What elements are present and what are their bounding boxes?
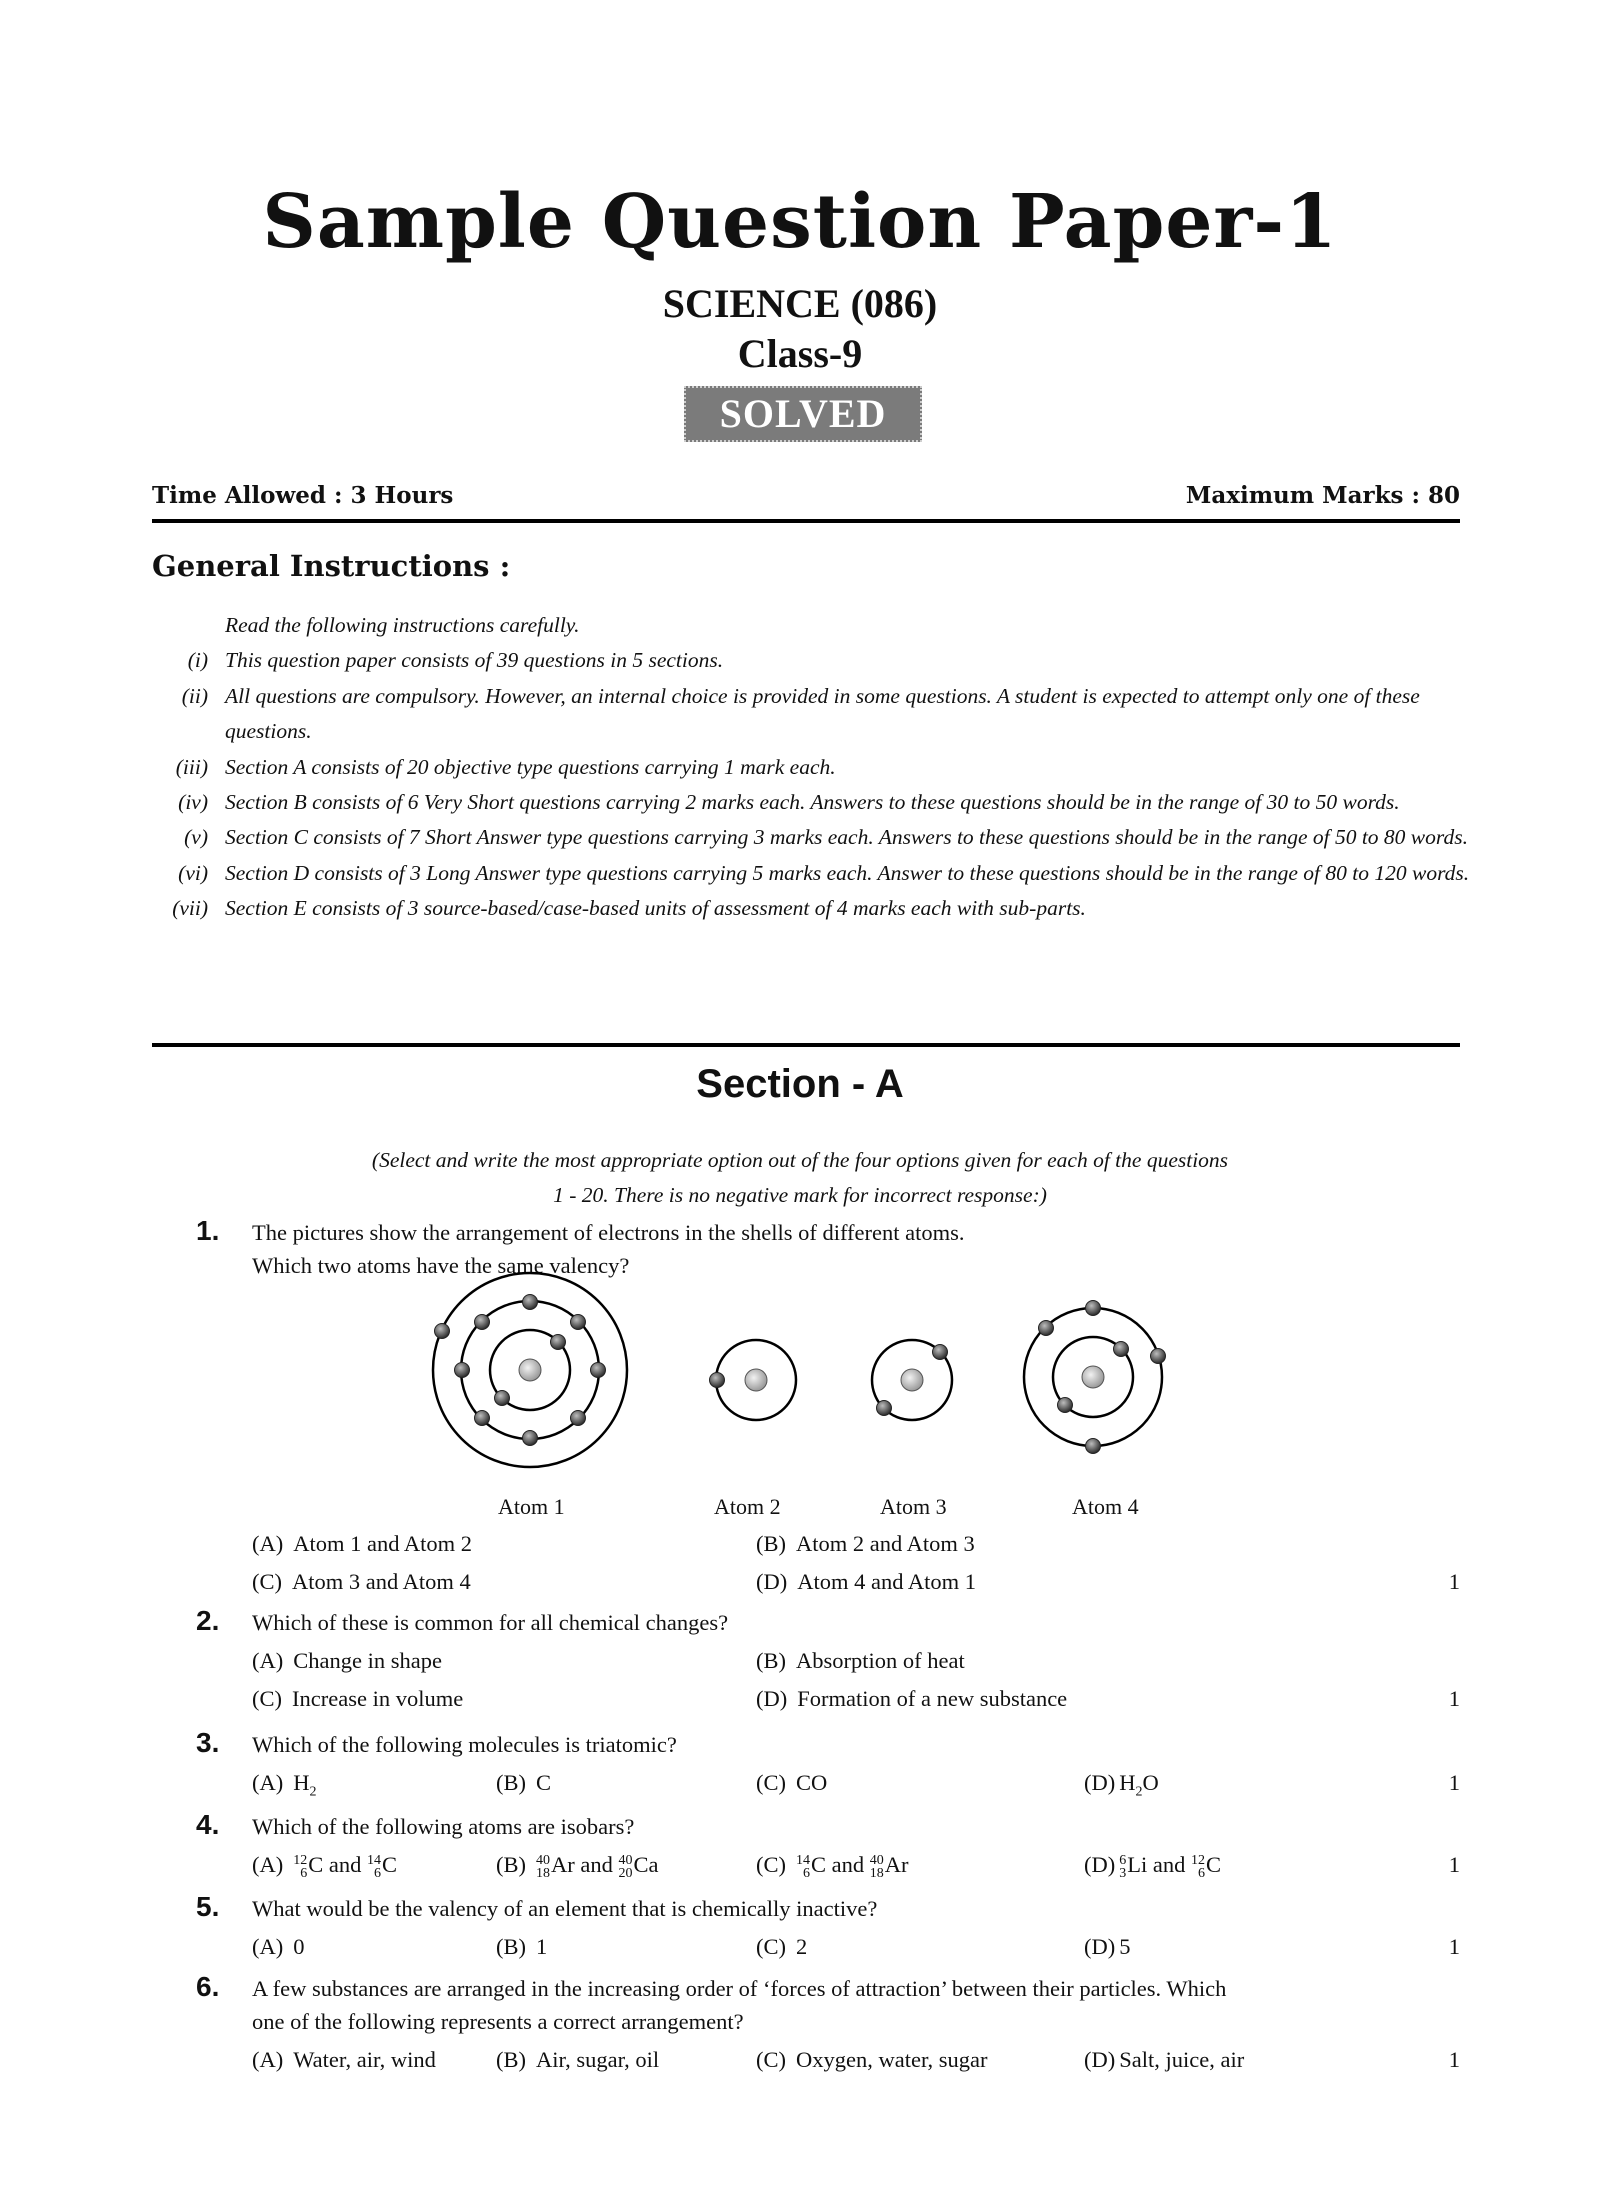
instruction-item: (vii) Section E consists of 3 source-based/case-based units of assessment of 4 marks each with sub-parts.: [172, 896, 1086, 921]
option-b[interactable]: (B) 1: [496, 1934, 548, 1959]
option-d[interactable]: (D) Salt, juice, air: [1084, 2047, 1245, 2072]
class-label: Class-9: [737, 331, 863, 376]
instruction-intro: Read the following instructions carefully.: [225, 613, 580, 637]
atom-shells-diagram-icon: [400, 1268, 1220, 1488]
marks: 1: [1448, 1569, 1460, 1594]
question-text: one of the following represents a correct arrangement?: [252, 2009, 744, 2034]
atom-diagrams: [400, 1268, 1220, 1518]
isotope-notation: 40 20: [618, 1852, 633, 1881]
instruction-item: (v) Section C consists of 7 Short Answer type questions carrying 3 marks each. Answers to these questions should be in the range of 50 to 80 words.: [184, 825, 1468, 850]
subject-code: SCIENCE (086): [662, 281, 938, 326]
solved-badge: SOLVED: [684, 386, 922, 442]
isotope-notation: 40 18: [536, 1852, 550, 1881]
atom-label: Atom 3: [880, 1494, 947, 1519]
option-a[interactable]: (A) Change in shape: [252, 1648, 442, 1673]
marks: 1: [1448, 2047, 1460, 2072]
isotope-notation: 12 6: [1190, 1852, 1205, 1881]
option-b[interactable]: (B) 40 18Ar and 40 20Ca: [496, 1852, 659, 1881]
paper-title: Sample Question Paper-1: [262, 179, 1338, 265]
question-number: 3.: [196, 1727, 220, 1758]
instructions-list: [150, 608, 1470, 927]
option-d[interactable]: (D) 6 3Li and 12 6C: [1084, 1852, 1221, 1881]
option-b[interactable]: (B) Atom 2 and Atom 3: [756, 1531, 975, 1556]
instruction-item: (vi) Section D consists of 3 Long Answer type questions carrying 5 marks each. Answer to these questions should be in the range of 80 to 120 words.: [178, 860, 1470, 885]
option-c[interactable]: (C) 14 6C and 40 18Ar: [756, 1852, 909, 1881]
marks: 1: [1448, 1852, 1460, 1877]
question-5: [196, 1892, 1460, 1968]
instruction-item: (iii) Section A consists of 20 objective type questions carrying 1 mark each.: [175, 754, 836, 779]
option-a[interactable]: (A) Water, air, wind: [252, 2047, 436, 2072]
instructions-divider: [152, 1043, 1460, 1047]
marks: 1: [1448, 1934, 1460, 1959]
isotope-notation: 14 6: [367, 1852, 381, 1881]
section-a-title: Section - A: [696, 1062, 904, 1106]
question-text: A few substances are arranged in the increasing order of ‘forces of attraction’ between their particles. Which: [252, 1976, 1227, 2001]
question-text: Which of these is common for all chemical changes?: [252, 1610, 729, 1635]
marks: 1: [1448, 1770, 1460, 1795]
atom-label: Atom 2: [714, 1494, 781, 1519]
option-a[interactable]: (A) 0: [252, 1934, 305, 1959]
option-c[interactable]: (C) Atom 3 and Atom 4: [252, 1569, 471, 1594]
question-text: Which of the following molecules is triatomic?: [252, 1732, 677, 1757]
question-number: 1.: [196, 1215, 220, 1246]
time-allowed: Time Allowed : 3 Hours: [152, 482, 454, 509]
question-4: [196, 1810, 1460, 1886]
isotope-notation: 12 6: [293, 1852, 308, 1881]
question-number: 5.: [196, 1891, 220, 1922]
question-number: 6.: [196, 1971, 220, 2002]
question-number: 4.: [196, 1809, 220, 1840]
maximum-marks: Maximum Marks : 80: [1185, 482, 1460, 509]
option-b[interactable]: (B) Air, sugar, oil: [496, 2047, 660, 2072]
isotope-notation: 14 6: [796, 1852, 810, 1881]
option-b[interactable]: (B) C: [496, 1770, 552, 1795]
option-c[interactable]: (C) Oxygen, water, sugar: [756, 2047, 988, 2072]
question-text: The pictures show the arrangement of electrons in the shells of different atoms.: [252, 1220, 965, 1245]
option-d[interactable]: (D) Atom 4 and Atom 1: [756, 1569, 976, 1594]
option-b[interactable]: (B) Absorption of heat: [756, 1648, 965, 1673]
instruction-item: (iv) Section B consists of 6 Very Short questions carrying 2 marks each. Answers to these questions should be in the range of 30 to 50 words.: [178, 790, 1400, 815]
question-number: 2.: [196, 1605, 220, 1636]
question-6: [196, 1972, 1460, 2081]
isotope-notation: 40 18: [869, 1852, 884, 1881]
atom-label: Atom 4: [1072, 1494, 1139, 1519]
question-text: Which two atoms have the same valency?: [252, 1253, 630, 1278]
option-d[interactable]: (D) 5: [1084, 1934, 1131, 1959]
section-a-note: (Select and write the most appropriate option out of the four options given for each of the questions 1 - 20. There is no negative mark for incorrect response:): [371, 1148, 1229, 1207]
option-c[interactable]: (C) Increase in volume: [252, 1686, 464, 1711]
question-text: What would be the valency of an element that is chemically inactive?: [252, 1896, 878, 1921]
marks: 1: [1448, 1686, 1460, 1711]
atom-label: Atom 1: [498, 1494, 565, 1519]
question-3: [196, 1728, 1460, 1804]
instruction-item: (ii) All questions are compulsory. However, an internal choice is provided in some questions. A student is expected to attempt only one of these questions.: [181, 683, 1420, 744]
question-2: [196, 1606, 1460, 1720]
question-text: Which of the following atoms are isobars?: [252, 1814, 635, 1839]
option-c[interactable]: (C) 2: [756, 1934, 808, 1959]
isotope-notation: 6 3: [1119, 1852, 1127, 1881]
option-d[interactable]: (D) $H_2O$: [1084, 1770, 1159, 1800]
instruction-item: (i) This question paper consists of 39 questions in 5 sections.: [187, 648, 724, 673]
question-1-options: [196, 1527, 1460, 1603]
option-c[interactable]: (C) CO: [756, 1770, 828, 1795]
option-d[interactable]: (D) Formation of a new substance: [756, 1686, 1068, 1711]
option-a[interactable]: (A) $H_2$: [252, 1770, 317, 1800]
header-divider: [152, 519, 1460, 523]
general-instructions-heading: General Instructions :: [152, 549, 511, 583]
option-a[interactable]: (A) 12 6C and 14 6C: [252, 1852, 398, 1881]
option-a[interactable]: (A) Atom 1 and Atom 2: [252, 1531, 472, 1556]
